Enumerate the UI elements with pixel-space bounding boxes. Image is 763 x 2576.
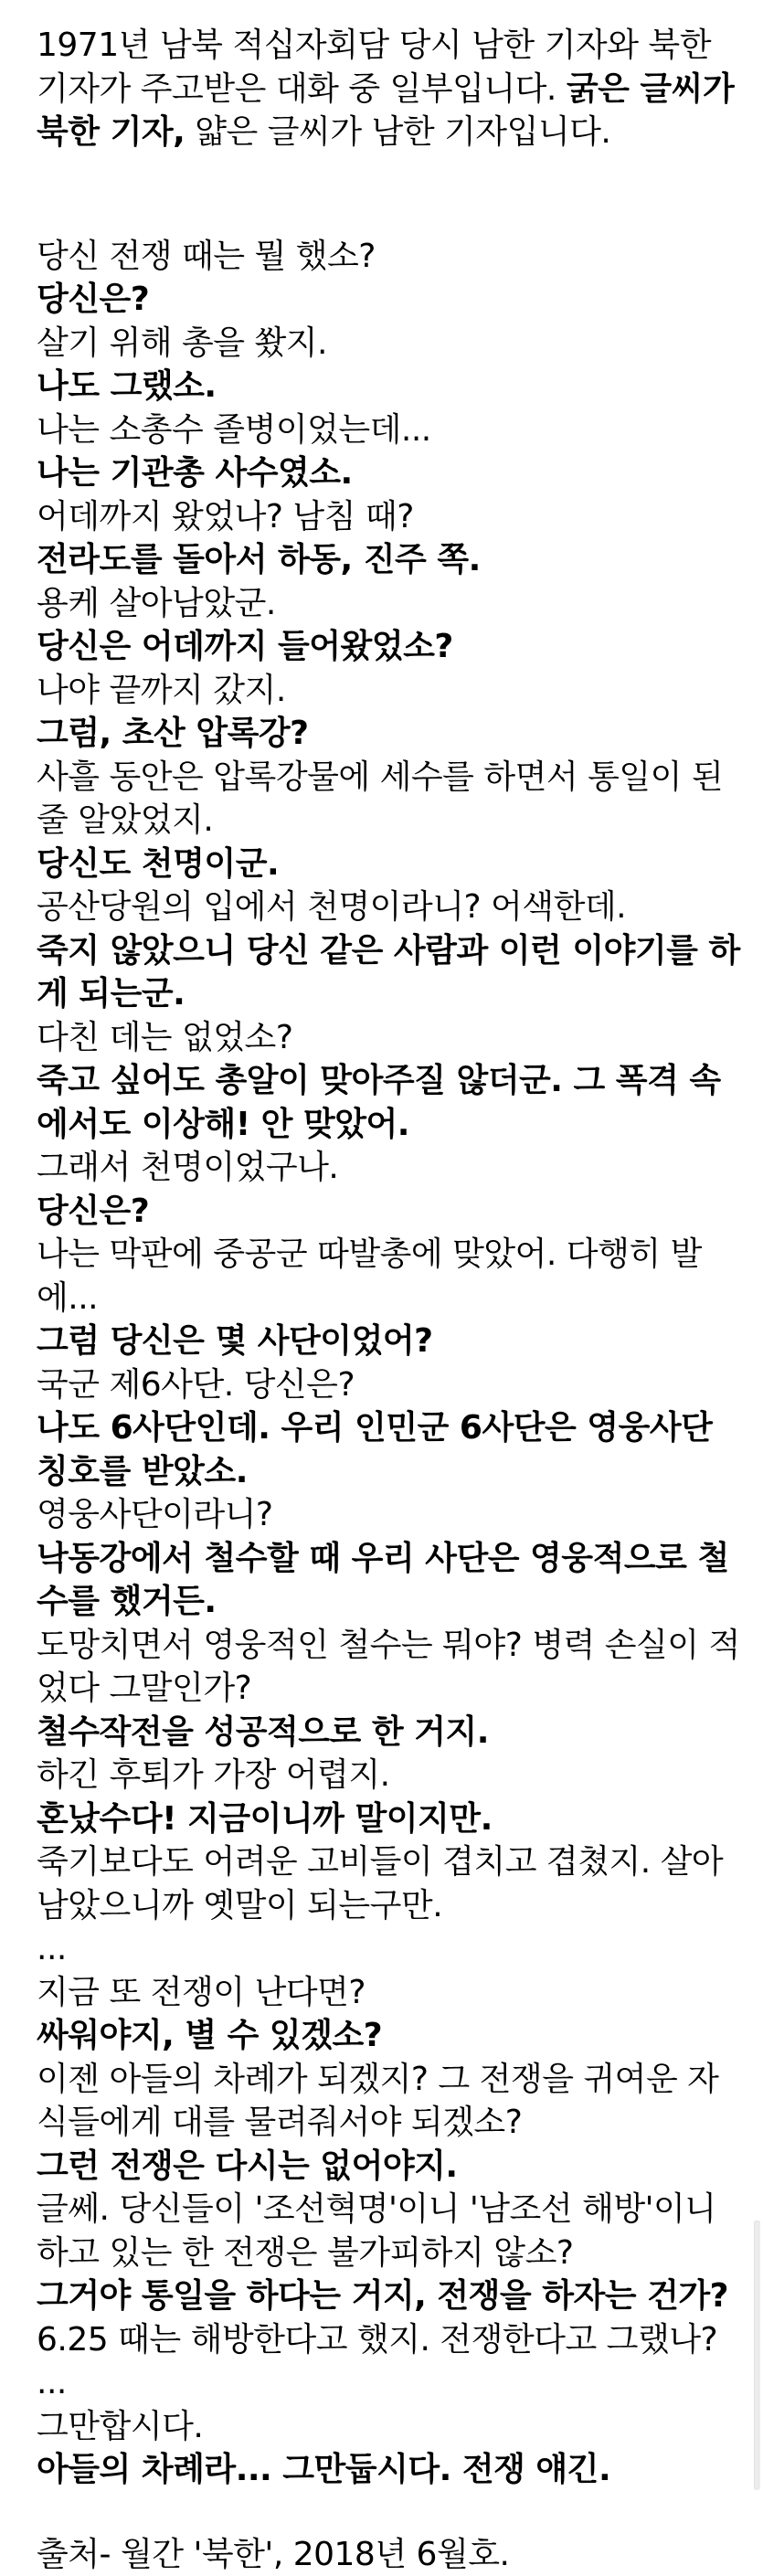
dialogue-line-south: 살기 위해 총을 쐈지. [37,322,741,366]
dialogue-line-north: 싸워야지, 별 수 있겠소? [37,2014,741,2058]
dialogue [37,235,741,2492]
dialogue-line-south: 지금 또 전쟁이 난다면? [37,1971,741,2015]
dialogue-line-north: 그럼 당신은 몇 사단이었어? [37,1320,741,1363]
dialogue-line-north: 당신은? [37,1190,741,1234]
dialogue-line-north: 그런 전쟁은 다시는 없어야지. [37,2145,741,2189]
dialogue-line-pause: ... [37,1927,741,1971]
dialogue-line-south: 나야 끝까지 갔지. [37,669,741,713]
dialogue-line-north: 낙동강에서 철수할 때 우리 사단은 영웅적으로 철수를 했거든. [37,1537,741,1624]
dialogue-line-north: 아들의 차례라... 그만둡시다. 전쟁 얘긴. [37,2448,741,2492]
dialogue-line-south: 나는 소총수 졸병이었는데... [37,408,741,452]
dialogue-line-south: 공산당원의 입에서 천명이라니? 어색한데. [37,885,741,929]
source-line: 출처- 월간 '북한', 2018년 6월호. [37,2533,741,2576]
dialogue-line-north: 당신도 천명이군. [37,843,741,886]
dialogue-line-south: 사흘 동안은 압록강물에 세수를 하면서 통일이 된 줄 알았었지. [37,756,741,843]
dialogue-line-north: 나도 6사단인데. 우리 인민군 6사단은 영웅사단 칭호를 받았소. [37,1406,741,1493]
dialogue-line-south: 죽기보다도 어려운 고비들이 겹치고 겹쳤지. 살아남았으니까 옛말이 되는구만. [37,1840,741,1927]
scrollbar-thumb[interactable] [754,2221,760,2490]
dialogue-line-south: 다친 데는 없었소? [37,1016,741,1060]
intro-paragraph [37,24,741,154]
dialogue-line-south: 글쎄. 당신들이 '조선혁명'이니 '남조선 해방'이니 하고 있는 한 전쟁은 불가피하지 않소? [37,2188,741,2274]
dialogue-line-north: 나는 기관총 사수였소. [37,451,741,495]
intro-text-bold-north-label: 굵은 글씨가 북한 기자, [37,70,734,152]
dialogue-line-north: 혼났수다! 지금이니까 말이지만. [37,1797,741,1841]
dialogue-line-north: 그럼, 초산 압록강? [37,712,741,756]
dialogue-line-south: 이젠 아들의 차례가 되겠지? 그 전쟁을 귀여운 자식들에게 대를 물려줘서야 되겠소? [37,2058,741,2145]
dialogue-line-north: 죽고 싶어도 총알이 맞아주질 않더군. 그 폭격 속에서도 이상해! 안 맞았어. [37,1059,741,1146]
dialogue-line-south: 도망치면서 영웅적인 철수는 뭐야? 병력 손실이 적었다 그말인가? [37,1624,741,1711]
dialogue-line-north: 당신은 어데까지 들어왔었소? [37,625,741,669]
dialogue-line-south: 어데까지 왔었나? 남침 때? [37,495,741,539]
dialogue-line-pause: ... [37,2361,741,2405]
dialogue-line-north: 죽지 않았으니 당신 같은 사람과 이런 이야기를 하게 되는군. [37,929,741,1016]
dialogue-line-south: 하긴 후퇴가 가장 어렵지. [37,1754,741,1797]
dialogue-line-south: 그만합시다. [37,2405,741,2449]
dialogue-line-north: 나도 그랬소. [37,365,741,408]
dialogue-line-north: 그거야 통일을 하다는 거지, 전쟁을 하자는 건가? [37,2274,741,2318]
dialogue-line-south: 용케 살아남았군. [37,582,741,626]
intro-text-regular-2: 얇은 글씨가 남한 기자입니다. [185,113,610,151]
dialogue-line-north: 당신은? [37,278,741,322]
dialogue-line-south: 국군 제6사단. 당신은? [37,1363,741,1407]
dialogue-line-south: 당신 전쟁 때는 뭘 했소? [37,235,741,279]
dialogue-line-north: 철수작전을 성공적으로 한 거지. [37,1711,741,1754]
dialogue-line-south: 영웅사단이라니? [37,1493,741,1537]
dialogue-line-north: 전라도를 돌아서 하동, 진주 쪽. [37,538,741,582]
dialogue-line-south: 6.25 때는 해방한다고 했지. 전쟁한다고 그랬나? [37,2318,741,2362]
dialogue-line-south: 그래서 천명이었구나. [37,1146,741,1190]
intro-text-regular-1: 1971년 남북 적십자회담 당시 남한 기자와 북한 기자가 주고받은 대화 중 일부입니다. [37,27,711,108]
dialogue-line-south: 나는 막판에 중공군 따발총에 맞았어. 다행히 발에... [37,1233,741,1320]
